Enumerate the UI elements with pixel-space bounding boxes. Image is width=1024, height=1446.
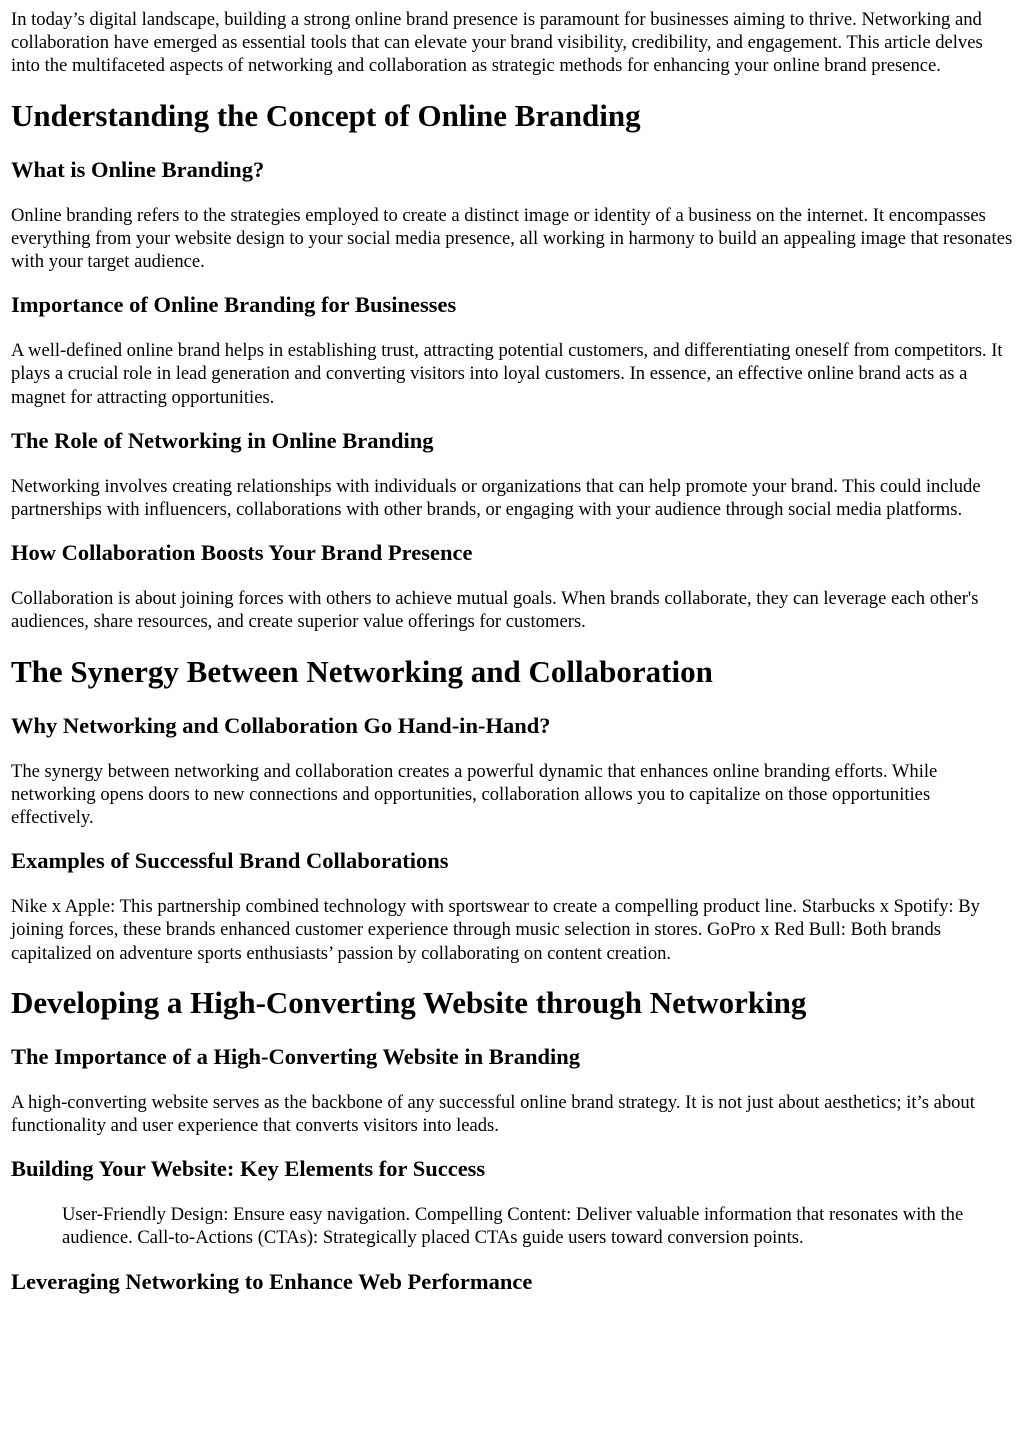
paragraph: Collaboration is about joining forces with others to achieve mutual goals. When brands collaborate, they can leverage each other's audiences, share resources, and create superior value offerings for customers. <box>11 588 979 633</box>
subsection-heading: How Collaboration Boosts Your Brand Presence <box>11 540 473 566</box>
subsection-heading: Why Networking and Collaboration Go Hand-in-Hand? <box>11 712 551 738</box>
subsection-heading: The Importance of a High-Converting Website in Branding <box>11 1043 580 1069</box>
subsection-heading: Examples of Successful Brand Collaborations <box>11 848 449 874</box>
paragraph: The synergy between networking and collaboration creates a powerful dynamic that enhances online branding efforts. While networking opens doors to new connections and opportunities, collaboration allows you to capitalize on those opportunities effectively. <box>11 760 938 829</box>
key-elements-quote: User-Friendly Design: Ensure easy navigation. Compelling Content: Deliver valuable information that resonates with the audience. Call-to-Actions (CTAs): Strategically placed CTAs guide users toward conversion points. <box>62 1204 964 1249</box>
intro-paragraph: In today’s digital landscape, building a strong online brand presence is paramount for businesses aiming to thrive. Networking and collaboration have emerged as essential tools that can elevate your brand visibility, credibility, and engagement. This article delves into the multifaceted aspects of networking and collaboration as strategic methods for enhancing your online brand presence. <box>11 9 983 77</box>
paragraph: Networking involves creating relationships with individuals or organizations that can help promote your brand. This could include partnerships with influencers, collaborations with other brands, or engaging with your audience through social media platforms. <box>11 475 981 521</box>
subsection-heading: Building Your Website: Key Elements for Success <box>11 1156 486 1182</box>
subsection-heading: What is Online Branding? <box>11 156 265 182</box>
paragraph: Online branding refers to the strategies employed to create a distinct image or identity of a business on the internet. It encompasses everything from your website design to your social media presence, all working in harmony to build an appealing image that resonates with your target audience. <box>11 204 1013 273</box>
section-heading: Developing a High-Converting Website through Networking <box>11 984 807 1020</box>
paragraph: Nike x Apple: This partnership combined technology with sportswear to create a compelling product line. Starbucks x Spotify: By joining forces, these brands enhanced customer experience through music selection in stores. GoPro x Red Bull: Both brands capitalized on adventure sports enthusiasts’ passion by collaborating on content creation. <box>11 896 980 964</box>
paragraph: A well-defined online brand helps in establishing trust, attracting potential customers, and differentiating oneself from competitors. It plays a crucial role in lead generation and converting visitors into loyal customers. In essence, an effective online brand acts as a magnet for attracting opportunities. <box>11 340 1003 408</box>
section-heading: The Synergy Between Networking and Collaboration <box>11 653 713 689</box>
subsection-heading: Importance of Online Branding for Businesses <box>11 292 457 318</box>
paragraph: A high-converting website serves as the backbone of any successful online brand strategy. It is not just about aesthetics; it’s about functionality and user experience that converts visitors into leads. <box>11 1091 975 1137</box>
subsection-heading: Leveraging Networking to Enhance Web Performance <box>11 1268 533 1294</box>
section-heading: Understanding the Concept of Online Branding <box>11 97 641 133</box>
subsection-heading: The Role of Networking in Online Branding <box>11 427 434 453</box>
